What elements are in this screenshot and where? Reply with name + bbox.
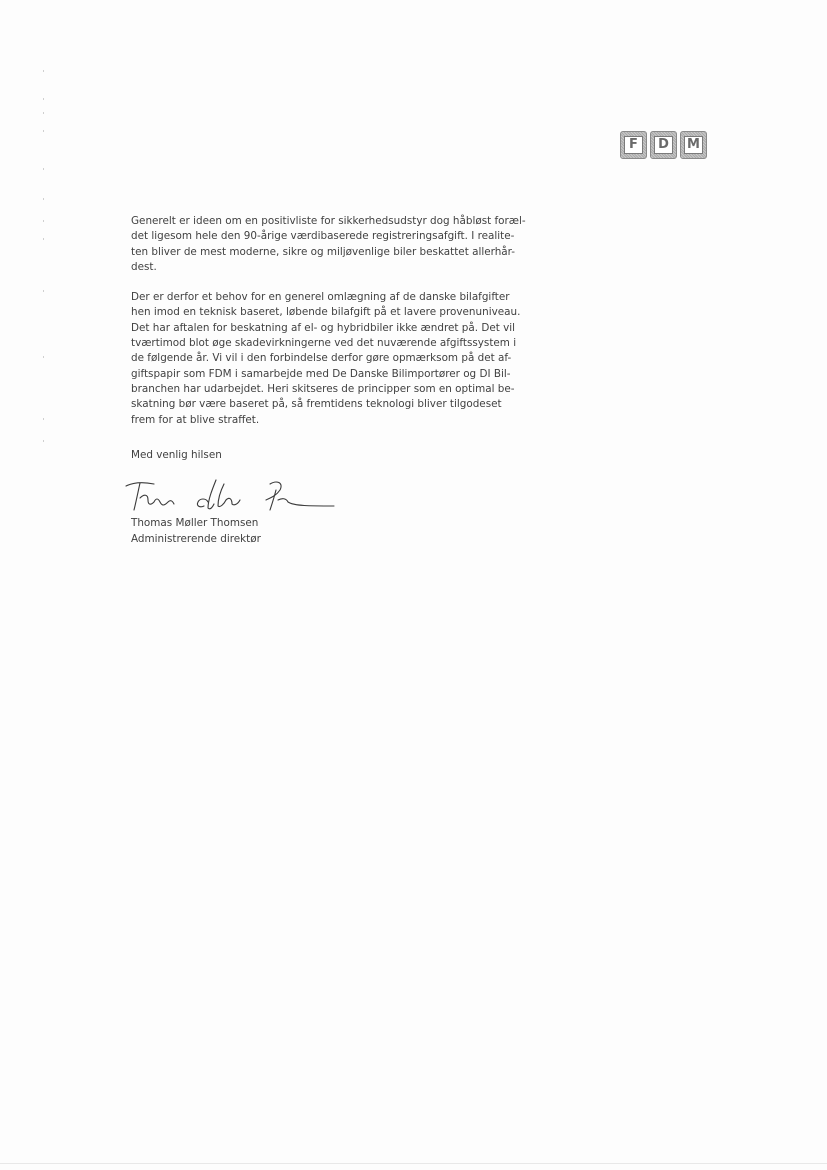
signer-name: Thomas Møller Thomsen <box>131 517 259 529</box>
signer-title: Administrerende direktør <box>131 532 261 545</box>
letter-body <box>131 214 591 428</box>
closing-salutation: Med venlig hilsen <box>131 449 222 461</box>
logo-box-d <box>650 131 677 159</box>
logo-letter-d: D <box>654 136 673 154</box>
bottom-edge-line <box>0 1163 827 1164</box>
logo-letter-m: M <box>684 136 703 154</box>
margin-specks <box>43 60 45 460</box>
logo-box-f <box>620 131 647 159</box>
paragraph-1: Generelt er ideen om en positivliste for sikkerhedsudstyr dog håbløst foræl- det ligesom hele den 90-årige værdibaserede registreringsafgift. I realite- ten bliver de mest moderne, sikre og miljøvenlige biler beskattet allerhår- dest. <box>131 215 526 273</box>
fdm-logo <box>620 131 707 159</box>
logo-box-m <box>680 131 707 159</box>
handwritten-signature <box>120 470 340 520</box>
logo-letter-f: F <box>624 136 643 154</box>
signer-block <box>131 516 261 547</box>
paragraph-2: Der er derfor et behov for en generel omlægning af de danske bilafgifter hen imod en teknisk baseret, løbende bilafgift på et lavere provenuniveau. Det har aftalen for beskatning af el- og hybridbiler ikke ændret på. Det vil tværtimod blot øge skadevirkningerne ved det nuværende afgiftssystem i de følgende år. Vi vil i den forbindelse derfor gøre opmærksom på det af- giftspapir som FDM i samarbejde med De Danske Bilimportører og DI Bil- branchen har udarbejdet. Heri skitseres de principper som en optimal be- skatning bør være baseret på, så fremtidens teknologi bliver tilgodeset frem for at blive straffet. <box>131 291 521 426</box>
